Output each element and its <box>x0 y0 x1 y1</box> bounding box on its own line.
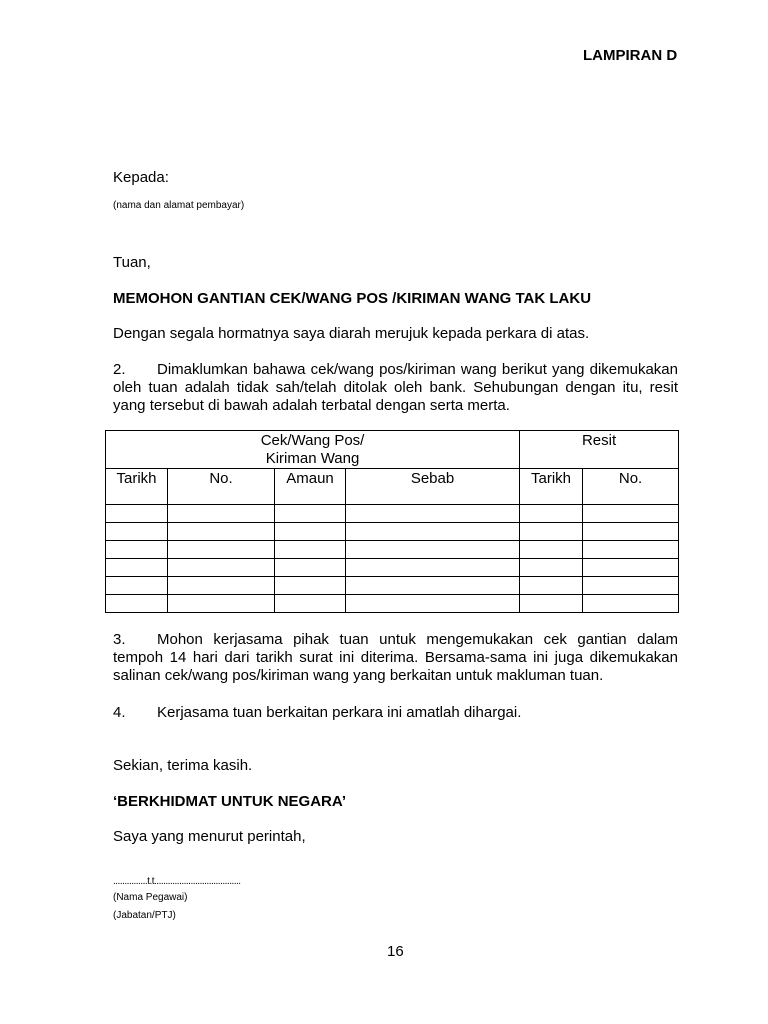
paragraph-2-number: 2. <box>113 361 126 378</box>
table-cell <box>106 577 168 595</box>
salutation: Tuan, <box>113 254 151 271</box>
table-cell <box>168 577 275 595</box>
table-cell <box>583 559 679 577</box>
recipient-hint: (nama dan alamat pembayar) <box>113 200 245 211</box>
table-cell <box>168 559 275 577</box>
table-cell <box>583 541 679 559</box>
table-cell <box>520 559 583 577</box>
table-group-cek-line1: Cek/Wang Pos/ <box>260 432 365 449</box>
order-line: Saya yang menurut perintah, <box>113 828 306 845</box>
officer-name: (Nama Pegawai) <box>113 892 188 903</box>
table-cell <box>346 505 520 523</box>
paragraph-4-number: 4. <box>113 704 126 721</box>
paragraph-3-rest: tempoh 14 hari dari tarikh surat ini diterima. Bersama-sama ini juga dikemukakan salinan cek/wang pos/kiriman wang yang berkaitan untuk makluman tuan. <box>113 649 678 684</box>
table-cell <box>520 505 583 523</box>
paragraph-2 <box>113 361 678 415</box>
table-row <box>106 541 679 559</box>
page-number: 16 <box>387 943 404 960</box>
table-cell <box>520 541 583 559</box>
table-cell <box>583 577 679 595</box>
table-group-cek-line2: Kiriman Wang <box>265 450 360 467</box>
paragraph-3-number: 3. <box>113 631 126 648</box>
table-row <box>106 577 679 595</box>
table-group-header-row <box>106 431 679 469</box>
col-header-tarikh: Tarikh <box>106 469 168 505</box>
table-cell <box>275 505 346 523</box>
table-group-cek <box>106 431 520 469</box>
table-cell <box>106 541 168 559</box>
table-row <box>106 523 679 541</box>
table-cell <box>106 523 168 541</box>
department-name: (Jabatan/PTJ) <box>113 910 176 921</box>
table-cell <box>346 559 520 577</box>
paragraph-2-rest: oleh tuan adalah tidak sah/telah ditolak oleh bank. Sehubungan dengan itu, resit yang tersebut di bawah adalah terbatal dengan serta merta. <box>113 379 678 414</box>
table-cell <box>275 595 346 613</box>
table-cell <box>346 541 520 559</box>
opening-paragraph: Dengan segala hormatnya saya diarah merujuk kepada perkara di atas. <box>113 325 590 342</box>
paragraph-4-text: Kerjasama tuan berkaitan perkara ini amatlah dihargai. <box>157 704 522 721</box>
table-cell <box>168 523 275 541</box>
table-column-header-row <box>106 469 679 505</box>
table-cell <box>346 577 520 595</box>
kepada-label: Kepada: <box>113 169 169 186</box>
signature-line: ...............t.t...................................... <box>113 876 241 887</box>
table-cell <box>275 541 346 559</box>
table-group-resit: Resit <box>520 431 679 469</box>
table-cell <box>275 559 346 577</box>
table-cell <box>168 505 275 523</box>
lampiran-label: LAMPIRAN D <box>583 47 678 64</box>
table-cell <box>168 595 275 613</box>
table-row <box>106 505 679 523</box>
table-cell <box>346 595 520 613</box>
col-header-resit-tarikh: Tarikh <box>520 469 583 505</box>
table-cell <box>520 577 583 595</box>
table-row <box>106 595 679 613</box>
letter-subject: MEMOHON GANTIAN CEK/WANG POS /KIRIMAN WANG TAK LAKU <box>113 290 592 307</box>
paragraph-2-first-line: Dimaklumkan bahawa cek/wang pos/kiriman wang berikut yang dikemukakan <box>157 361 678 378</box>
table-cell <box>106 595 168 613</box>
table-cell <box>106 559 168 577</box>
table-cell <box>520 523 583 541</box>
cheque-table <box>105 430 679 613</box>
table-cell <box>520 595 583 613</box>
paragraph-3 <box>113 631 678 685</box>
table-cell <box>275 577 346 595</box>
col-header-amaun: Amaun <box>275 469 346 505</box>
table-cell <box>583 523 679 541</box>
motto: ‘BERKHIDMAT UNTUK NEGARA’ <box>113 793 347 810</box>
table-row <box>106 559 679 577</box>
col-header-resit-no: No. <box>583 469 679 505</box>
paragraph-3-first-line: Mohon kerjasama pihak tuan untuk mengemukakan cek gantian dalam <box>157 631 678 648</box>
table-cell <box>106 505 168 523</box>
table-cell <box>583 505 679 523</box>
table-body <box>106 505 679 613</box>
col-header-no: No. <box>168 469 275 505</box>
paragraph-4 <box>113 704 521 722</box>
table-cell <box>346 523 520 541</box>
table-cell <box>275 523 346 541</box>
table-cell <box>168 541 275 559</box>
col-header-sebab: Sebab <box>346 469 520 505</box>
table-cell <box>583 595 679 613</box>
closing-line: Sekian, terima kasih. <box>113 757 253 774</box>
